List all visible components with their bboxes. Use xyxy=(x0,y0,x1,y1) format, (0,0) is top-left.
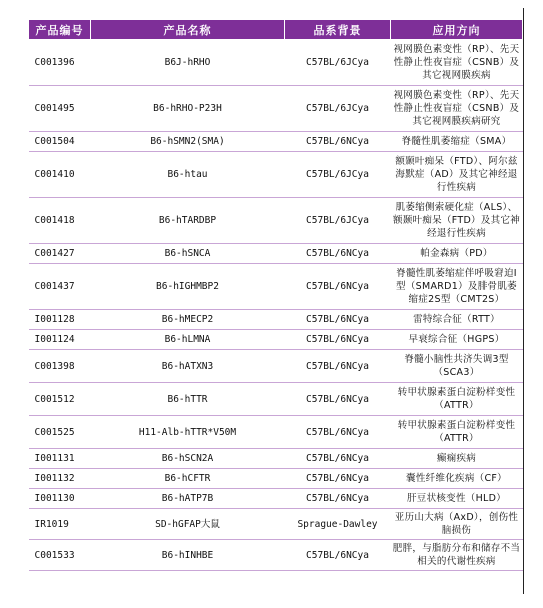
product-name: B6-hATXN3 xyxy=(91,350,285,383)
table-row xyxy=(29,132,523,152)
product-name: SD-hGFAP大鼠 xyxy=(91,509,285,540)
product-name: B6-hTTR xyxy=(91,383,285,416)
product-name: B6-hMECP2 xyxy=(91,310,285,330)
product-code: C001427 xyxy=(29,244,91,264)
application: 额颞叶痴呆（FTD）、阿尔兹海默症（AD）及其它神经退行性疾病 xyxy=(391,152,523,198)
product-code: C001533 xyxy=(29,540,91,571)
table-row xyxy=(29,86,523,132)
product-code: C001398 xyxy=(29,350,91,383)
strain-background: C57BL/6NCya xyxy=(285,244,391,264)
page-right-rule xyxy=(523,8,524,594)
product-code: I001131 xyxy=(29,449,91,469)
product-name: B6-hSMN2(SMA) xyxy=(91,132,285,152)
product-code: C001495 xyxy=(29,86,91,132)
strain-background: C57BL/6NCya xyxy=(285,449,391,469)
table-row xyxy=(29,489,523,509)
strain-background: C57BL/6NCya xyxy=(285,350,391,383)
table-row xyxy=(29,350,523,383)
product-code: C001410 xyxy=(29,152,91,198)
table-row xyxy=(29,264,523,310)
application: 癫痫疾病 xyxy=(391,449,523,469)
application: 脊髓性肌萎缩症伴呼吸窘迫I型（SMARD1）及腓骨肌萎缩症2S型（CMT2S） xyxy=(391,264,523,310)
application: 肥胖，与脂肪分布和储存不当相关的代谢性疾病 xyxy=(391,540,523,571)
application: 亚历山大病（AxD），创伤性脑损伤 xyxy=(391,509,523,540)
product-code: I001128 xyxy=(29,310,91,330)
table-row xyxy=(29,330,523,350)
product-code: I001124 xyxy=(29,330,91,350)
application: 转甲状腺素蛋白淀粉样变性（ATTR） xyxy=(391,416,523,449)
product-name: B6-hATP7B xyxy=(91,489,285,509)
table-row xyxy=(29,449,523,469)
application: 雷特综合征（RTT） xyxy=(391,310,523,330)
table-header-row xyxy=(29,20,523,40)
product-code: C001504 xyxy=(29,132,91,152)
product-name: B6J-hRHO xyxy=(91,40,285,86)
application: 早衰综合征（HGPS） xyxy=(391,330,523,350)
strain-background: C57BL/6NCya xyxy=(285,416,391,449)
table-row xyxy=(29,244,523,264)
strain-background: C57BL/6NCya xyxy=(285,330,391,350)
product-name: B6-hRHO-P23H xyxy=(91,86,285,132)
strain-background: Sprague-Dawley xyxy=(285,509,391,540)
product-name: B6-hINHBE xyxy=(91,540,285,571)
product-name: B6-hLMNA xyxy=(91,330,285,350)
product-name: B6-hIGHMBP2 xyxy=(91,264,285,310)
table-row xyxy=(29,416,523,449)
table-row xyxy=(29,310,523,330)
application: 转甲状腺素蛋白淀粉样变性（ATTR） xyxy=(391,383,523,416)
product-code: C001437 xyxy=(29,264,91,310)
table-row xyxy=(29,383,523,416)
strain-background: C57BL/6NCya xyxy=(285,469,391,489)
product-code: I001130 xyxy=(29,489,91,509)
application: 肝豆状核变性（HLD） xyxy=(391,489,523,509)
product-table xyxy=(28,19,523,571)
product-code: IR1019 xyxy=(29,509,91,540)
strain-background: C57BL/6JCya xyxy=(285,40,391,86)
application: 囊性纤维化疾病（CF） xyxy=(391,469,523,489)
product-name: B6-htau xyxy=(91,152,285,198)
product-code: C001512 xyxy=(29,383,91,416)
application: 脊髓小脑性共济失调3型（SCA3） xyxy=(391,350,523,383)
strain-background: C57BL/6NCya xyxy=(285,540,391,571)
strain-background: C57BL/6NCya xyxy=(285,310,391,330)
application: 视网膜色素变性（RP）、先天性静止性夜盲症（CSNB）及其它视网膜疾病 xyxy=(391,40,523,86)
header-product-code: 产品编号 xyxy=(29,20,91,40)
product-name: B6-hSNCA xyxy=(91,244,285,264)
strain-background: C57BL/6JCya xyxy=(285,198,391,244)
strain-background: C57BL/6NCya xyxy=(285,489,391,509)
strain-background: C57BL/6JCya xyxy=(285,152,391,198)
table-row xyxy=(29,540,523,571)
product-code: I001132 xyxy=(29,469,91,489)
strain-background: C57BL/6NCya xyxy=(285,132,391,152)
header-product-name: 产品名称 xyxy=(91,20,285,40)
table-row xyxy=(29,198,523,244)
product-name: B6-hSCN2A xyxy=(91,449,285,469)
table-row xyxy=(29,152,523,198)
product-code: C001396 xyxy=(29,40,91,86)
application: 脊髓性肌萎缩症（SMA） xyxy=(391,132,523,152)
strain-background: C57BL/6NCya xyxy=(285,264,391,310)
product-code: C001525 xyxy=(29,416,91,449)
header-strain-background: 品系背景 xyxy=(285,20,391,40)
strain-background: C57BL/6JCya xyxy=(285,86,391,132)
product-name: B6-hTARDBP xyxy=(91,198,285,244)
strain-background: C57BL/6NCya xyxy=(285,383,391,416)
product-code: C001418 xyxy=(29,198,91,244)
header-application: 应用方向 xyxy=(391,20,523,40)
product-name: B6-hCFTR xyxy=(91,469,285,489)
product-name: H11-Alb-hTTR*V50M xyxy=(91,416,285,449)
application: 肌萎缩侧索硬化症（ALS）、额颞叶痴呆（FTD）及其它神经退行性疾病 xyxy=(391,198,523,244)
application: 视网膜色素变性（RP）、先天性静止性夜盲症（CSNB）及其它视网膜疾病研究 xyxy=(391,86,523,132)
application: 帕金森病（PD） xyxy=(391,244,523,264)
table-row xyxy=(29,469,523,489)
table-row xyxy=(29,509,523,540)
table-row xyxy=(29,40,523,86)
